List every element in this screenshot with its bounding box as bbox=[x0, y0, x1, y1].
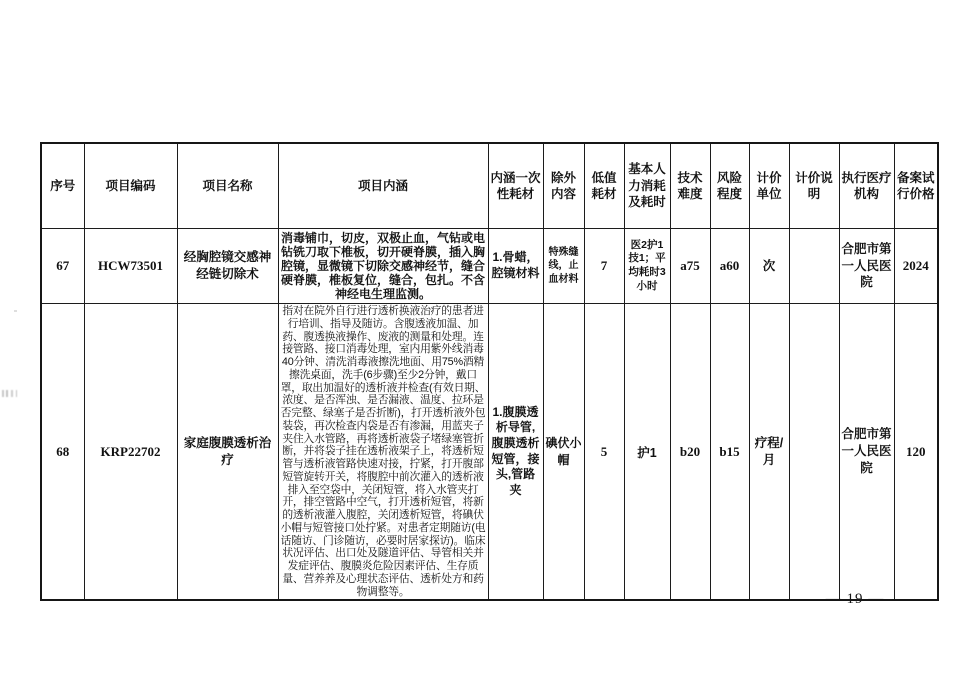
cell-disposable: 1.骨蜡，腔镜材料 bbox=[488, 229, 543, 304]
header-pricing-note: 计价说明 bbox=[789, 143, 839, 229]
cell-unit: 疗程/月 bbox=[749, 304, 789, 601]
header-seq: 序号 bbox=[41, 143, 84, 229]
cell-difficulty: a75 bbox=[670, 229, 710, 304]
medical-service-tariff-table bbox=[40, 142, 939, 601]
cell-code: HCW73501 bbox=[84, 229, 177, 304]
cell-pricing-note bbox=[789, 304, 839, 601]
header-low-value: 低值耗材 bbox=[584, 143, 624, 229]
cell-institution: 合肥市第一人民医院 bbox=[839, 304, 894, 601]
header-difficulty: 技术难度 bbox=[670, 143, 710, 229]
table-row bbox=[41, 229, 938, 304]
cell-price: 120 bbox=[894, 304, 938, 601]
cell-disposable: 1.腹膜透析导管,腹膜透析短管，接头,管路夹 bbox=[488, 304, 543, 601]
cell-low-value: 5 bbox=[584, 304, 624, 601]
header-risk: 风险程度 bbox=[710, 143, 749, 229]
cell-content: 指对在院外自行进行透析换液治疗的患者进行培训、指导及随访。含腹透液加温、加药、腹透换液操作、废液的测量和处理。连接管路、接口消毒处理，室内用紫外线消毒40分钟、清洗消毒液擦洗地面、用75%酒精擦洗桌面，洗手(6步骤)至少2分钟，戴口罩，取出加温好的透析液并检查(有效日期、浓度、是否浑浊、是否漏液、温度、拉环是否完整、绿塞子是否折断)，打开透析液外包装袋，再次检查内袋是否有渗漏，用蓝夹子夹住入水管路，再将透析液袋子堵绿塞管折断，并将袋子挂在透析液架子上，将透析短管与透析液管路快速对接，拧紧，打开腹部短管旋转开关，将腹腔中前次灌入的透析液排入至空袋中，关闭短管，将入水管夹打开，排空管路中空气，打开透析短管，将新的透析液灌入腹腔，关闭透析短管，将碘伏小帽与短管接口处拧紧。对患者定期随访(电话随访、门诊随访，必要时居家探访)。临床状况评估、出口处及隧道评估、导管相关并发症评估、腹膜炎危险因素评估、生存质量、营养养及心理状态评估、透析处方和药物调整等。 bbox=[278, 304, 488, 601]
header-excluded: 除外内容 bbox=[543, 143, 584, 229]
cell-manpower: 护1 bbox=[624, 304, 670, 601]
cell-pricing-note bbox=[789, 229, 839, 304]
header-row bbox=[41, 143, 938, 229]
header-disposable: 内涵一次性耗材 bbox=[488, 143, 543, 229]
cell-unit: 次 bbox=[749, 229, 789, 304]
page-number: — 19 — bbox=[825, 591, 885, 607]
header-name: 项目名称 bbox=[177, 143, 278, 229]
header-content: 项目内涵 bbox=[278, 143, 488, 229]
margin-scan-smudge bbox=[2, 390, 28, 397]
cell-seq: 67 bbox=[41, 229, 84, 304]
scan-speck bbox=[14, 310, 17, 312]
header-institution: 执行医疗机构 bbox=[839, 143, 894, 229]
header-code: 项目编码 bbox=[84, 143, 177, 229]
header-price: 备案试行价格 bbox=[894, 143, 938, 229]
cell-manpower: 医2护1技1；平均耗时3小时 bbox=[624, 229, 670, 304]
cell-name: 经胸腔镜交感神经链切除术 bbox=[177, 229, 278, 304]
cell-seq: 68 bbox=[41, 304, 84, 601]
header-manpower: 基本人力消耗及耗时 bbox=[624, 143, 670, 229]
header-unit: 计价单位 bbox=[749, 143, 789, 229]
table-row bbox=[41, 304, 938, 601]
cell-excluded: 特殊缝线，止血材料 bbox=[543, 229, 584, 304]
cell-excluded: 碘伏小帽 bbox=[543, 304, 584, 601]
cell-institution: 合肥市第一人民医院 bbox=[839, 229, 894, 304]
cell-name: 家庭腹膜透析治疗 bbox=[177, 304, 278, 601]
cell-risk: b15 bbox=[710, 304, 749, 601]
cell-code: KRP22702 bbox=[84, 304, 177, 601]
cell-price: 2024 bbox=[894, 229, 938, 304]
cell-content: 消毒铺巾，切皮，双极止血，气钻或电钻铣刀取下椎板，切开硬脊膜，插入胸腔镜，显微镜下切除交感神经节，缝合硬脊膜，椎板复位，缝合，包扎。不含神经电生理监测。 bbox=[278, 229, 488, 304]
cell-risk: a60 bbox=[710, 229, 749, 304]
cell-difficulty: b20 bbox=[670, 304, 710, 601]
cell-low-value: 7 bbox=[584, 229, 624, 304]
